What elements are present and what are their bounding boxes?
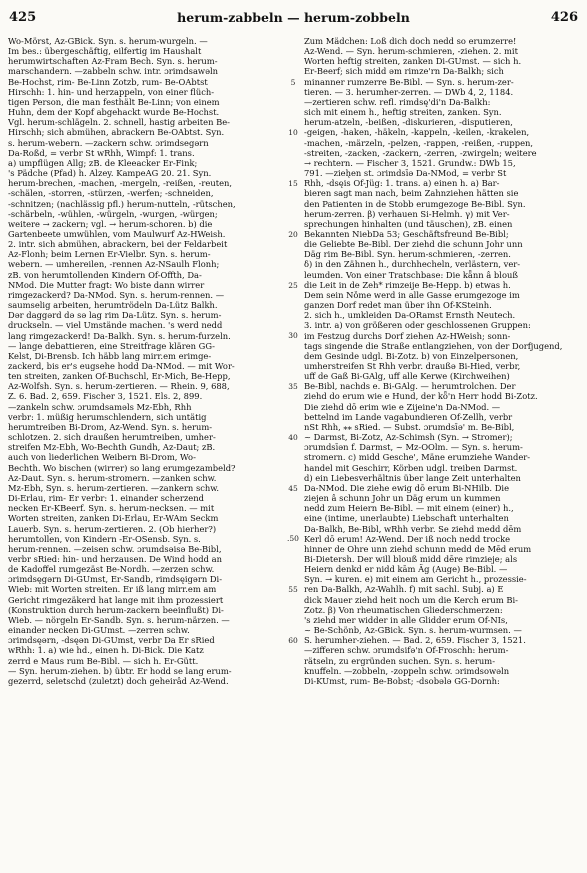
text-line: saumselig arbeiten, herumtrödeln Da-Lütz Balkh. [8, 300, 218, 311]
text-line: Huhn, dem der Kopf abgehackt wurde Be-Hochst. [8, 107, 220, 118]
text-line: einander necken Di-GUmst. —zerren schw. [8, 625, 190, 636]
text-line: → rechtern. — Fischer 3, 1521. Grundw.: DWb 15, [304, 157, 516, 168]
text-line: sprechungen hinhalten (und täuschen), zB. einen [304, 218, 513, 229]
text-line: ganzen Dorf redet man über ihn Of-KSteinh. [304, 300, 492, 311]
text-line: streifen Mz-Ebh, Wo-Bechth Gundh, Az-Daut; zB. [8, 442, 216, 453]
text-line: 2. sich h., umkleiden Da-ORamst Ernsth Neutech. [304, 310, 516, 321]
text-line: 791. —zieh̨en st. ɔrimdsīǝ Da-NMod, = verbr St [304, 168, 507, 179]
text-line: Gericht rimgezäkerd hat lange mit ihm prozessiert [8, 594, 224, 605]
text-line: Wieb. — nörgeln Er-Sandb. Syn. s. herum-närzen. — [8, 614, 230, 625]
text-line: gezerrd, seletschd (zuletzt) doch geheirâd Az-Wend. [8, 675, 229, 686]
text-line: auch von liederlichen Weibern Bi-Drom, Wo- [8, 452, 196, 463]
text-line: S. herumher-ziehen. — Bad. 2, 659. Fischer 3, 1521. [304, 635, 526, 646]
line-number: 35 [288, 382, 298, 392]
text-line: Dem sein Nǒme werd in alle Gasse erumgezoge im [304, 289, 520, 300]
text-line: Syn. → kuren. e) mit einem am Gericht h., prozessie- [304, 574, 527, 585]
text-line: ~ Darmst, Bi-Zotz, Az-Schimsh (Syn. → Stromer); [304, 432, 513, 443]
line-number: 30 [288, 331, 298, 341]
text-line: -schnitzen; (nachlässig pfl.) herum-nutteln, -rütschen, [8, 198, 236, 209]
text-line: Az-Wolfsh. Syn. s. herum-zertieren. — Rhein. 9, 688, [8, 381, 230, 392]
text-line: Vgl. herum-schlägeln. 2. schnell, hastig arbeiten Be- [8, 117, 230, 128]
text-line: marschandern. —zabbeln schw. intr. ɔrimdsawǝln [8, 66, 219, 77]
running-head-title: herum-zabbeln — herum-zobbeln [177, 10, 410, 25]
text-line: zerrd e Maus rum Be-Bibl. — sich h. Er-Gütt. [8, 655, 199, 666]
text-line: NMod. Die Mutter fragt: Wo biste dann wirrer [8, 279, 205, 290]
text-line: ziejen â schunn Johr un Däg erum un kummen [304, 493, 501, 504]
text-line: herum-brechen, -machen, -mergeln, -reißen, -reuten, [8, 178, 233, 189]
line-number: 5 [290, 77, 296, 87]
text-line: umherstreifen St Rhh verbr. draußǝ Bi-Hied, verbr, [304, 361, 521, 371]
text-line: —zertieren schw. refl. rimdsę'di'n Da-Balkh: [304, 96, 491, 107]
text-line: Zotz. β) Von rheumatischen Gliederschmerzen: [304, 604, 503, 615]
text-line: verbr: 1. müßig herumschlendern, sich untätig [8, 411, 207, 422]
text-line: Wo-Mörst, Az-GBick. Syn. s. herum-wurgeln. — [8, 36, 208, 46]
text-line: Hirschh; sich abmühen, abrackern Be-OAbtst. Syn. [8, 127, 225, 138]
text-line: δ) in den Zähnen h., durchhecheln, verlästern, ver- [304, 259, 521, 270]
text-line: tieren. — 3. herumher-zerren. — DWb 4, 2, 1184. [304, 86, 514, 97]
text-line: d) ein Liebesverhältnis über lange Zeit unterhalten [304, 472, 521, 483]
text-line: die Geliebte Be-Bibl. Der ziehd die schunn Johr unn [304, 239, 523, 250]
text-line: Hirschh: 1. hin- und herzappeln, von einer flüch- [8, 86, 215, 97]
text-line: Kerl dō erum! Az-Wend. Der iß noch nedd trocke [304, 533, 511, 544]
text-line: uff de Gaß Bi-GAlg, uff alle Kerwe (Kirchweihen) [304, 371, 510, 382]
text-line: — Syn. herum-ziehen. b) übtr. Er hodd se lang erum- [8, 665, 232, 676]
text-line: Zum Mädchen: Loß dich doch nedd so erumzerre! [304, 36, 517, 46]
text-line: —zankeln schw. ɔrumdsamǝls Mz-Ebh, Rhh [8, 401, 192, 412]
line-number: .50 [287, 534, 299, 544]
text-line: nedd zum Heiern Be-Bibl. — mit einem (einer) h., [304, 503, 514, 514]
text-line: Lauerb. Syn. s. herum-zertieren. 2. (Ob hierher?) [8, 523, 217, 534]
text-line: -streiten, -zacken, -zackern, -zerren, -zwirgeln; weitere [304, 147, 537, 158]
text-line: Wieb: mit Worten streiten. Er iß lang mirr.em am [8, 584, 217, 595]
text-line: ɔrumdsīǝn f. Darmst, ~ Mz-OOlm. — Syn. s. herum- [304, 442, 523, 453]
text-line: stromern. c) midd Gesche', Mäne erumziehe Wander- [304, 452, 531, 463]
text-line: leumden. Von einer Tratschbase: Die kǟnn â blouß [304, 269, 518, 280]
text-line: Im bes.: übergeschäftig, eilfertig im Haushalt [8, 46, 202, 57]
text-line: schlotzen. 2. sich draußen herumtreiben, umher- [8, 432, 216, 443]
text-line: Er-Beerf; sich midd ǝm rimze'rn Da-Balkh; sich [304, 66, 504, 77]
text-line: Bechth. Wo bischen (wirrer) so lang erumgezambeld? [8, 462, 236, 473]
text-line: tags singende die Straße entlangziehen, von der Dorfjugend, [304, 340, 563, 351]
line-number: 60 [288, 635, 298, 645]
text-line: rimgezackerd? Da-NMod. Syn. s. herum-rennen. — [8, 289, 225, 300]
line-number: 55 [288, 585, 298, 595]
text-line: -schärbeln, -wühlen, -würgeln, -wurgen, -würgen; [8, 208, 218, 219]
text-line: ɔrimdsęgǝrn Di-GUmst, Er-Sandb, rimdsęigǝrn Di- [8, 574, 223, 585]
line-number: 20 [288, 229, 298, 239]
text-line: Däg rim Be-Bibl. Syn. herum-schmieren, -zerren. [304, 249, 511, 260]
text-line: nSt Rhh, ⁎⁎ sRied. — Subst. ɔrumdsīǝ' m. Be-Bibl, [304, 421, 515, 432]
page-number-right: 426 [550, 10, 578, 25]
text-line: Da-Roßd, = verbr St wRhh, Wimpf: 1. trans. [8, 147, 195, 158]
text-line: Die ziehd dō erim wie e Zijeine'n Da-NMod. — [304, 401, 501, 412]
line-number: 25 [288, 280, 298, 290]
text-line: —zifferen schw. ɔrumdsifǝ'n Of-Froschh: herum- [304, 645, 509, 656]
left-column [8, 36, 282, 866]
text-line: 's ziehd mer widder in alle Glidder erum Of-NIs, [304, 614, 508, 625]
text-line: knuffeln. —zobbeln, -zoppeln schw. ɔrimdsowǝln [304, 665, 510, 676]
text-line: ren Da-Balkh, Az-Wahlh. f) mit sachl. Subj. a) E [304, 584, 504, 595]
text-line: -geigen, -haken, -häkeln, -kappeln, -keilen, -krakelen, [304, 127, 530, 138]
text-line: Bi-Dietersh. Der will blouß midd dēre rimzieje; als [304, 553, 518, 564]
text-line: bettelnd im Lande vagabundieren Of-Zellh, verbr [304, 411, 513, 422]
text-line: Di-Erlau, rim- Er verbr: 1. einander scherzend [8, 493, 204, 504]
text-line: zackerd, bis er's eugsehe hodd Da-NMod. — mit Wor- [8, 361, 235, 371]
text-line: -schälen, -storren, -stürzen, -werfen; -schneiden, [8, 188, 214, 199]
text-line: ziehd do erum wie e Hund, der kȫ'n Herr hodd Bi-Zotz. [304, 391, 538, 402]
text-line: dem Gesinde udgl. Bi-Zotz. b) von Einzelpersonen, [304, 350, 519, 361]
text-line: wRhh: 1. a) wie hd., einen h. Di-Bick. Die Katz [8, 645, 204, 656]
text-line: herum-atzeln, -beißen, -diskurieren, -disputieren, [304, 117, 513, 128]
text-line: druckseln. — viel Umstände machen. 's werd nedd [8, 320, 223, 331]
line-number: 40 [288, 432, 298, 442]
text-line: Da-NMod. Die ziehe ewig dō erum Bi-NHilb. Die [304, 482, 510, 493]
text-line: bieren sagt man nach, beim Zahnziehen hätten sie [304, 188, 519, 199]
text-line: Di-KUmst, rum- Be-Bobst; -dsobǝlǝ GG-Dornh: [304, 675, 500, 686]
text-line: lang rimgezackerd! Da-Balkh. Syn. s. herum-furzeln. [8, 330, 231, 341]
text-line: Az-Wend. — Syn. herum-schmieren, -ziehen. 2. mit [304, 46, 518, 57]
text-line: herumwirtschaften Az-Fram Bech. Syn. s. herum- [8, 56, 218, 67]
text-line: herumtreiben Bi-Drom, Az-Wend. Syn. s. herum- [8, 421, 213, 432]
text-line: Az-Daut. Syn. s. herum-stromern. —zanken schw. [8, 472, 217, 483]
text-line: Be-Bibl, nachds e. Bi-GAlg. — herumtrolchen. Der [304, 381, 516, 392]
text-line: Heiern denkd er nidd kām Äg (Auge) Be-Bibl. — [304, 564, 508, 575]
text-line: zB. von herumtollenden Kindern Of-Offth, Da- [8, 269, 202, 280]
text-line: minanner rumzerre Be-Bibl. — Syn. s. herum-zer- [304, 76, 514, 87]
text-line: Dǝr daggǝrd dǝ sǝ lag rim Da-Lütz. Syn. s. herum- [8, 310, 222, 321]
text-line: eine (intime, unerlaubte) Liebschaft unterhalten [304, 513, 509, 524]
text-line: tigen Person, die man festhält Be-Linn; von einem [8, 96, 220, 107]
text-line: verbr sRied: hin- und herzausen. De Wind hodd an [8, 553, 222, 564]
text-line: 3. intr. a) von größeren oder geschlossenen Gruppen: [304, 320, 531, 331]
text-line: de Kadoffel rumgezäst Be-Nordh. —zerzen schw. [8, 564, 215, 575]
text-line: Kelst, Di-Brensb. Ich häbb lang mirr.em erimge- [8, 350, 212, 361]
text-line: weitere → zackern; vgl. → herum-schoren. b) die [8, 218, 213, 229]
text-line: dick Mauer ziehd heit noch um die Kerch erum Bi- [304, 594, 518, 605]
text-line: — lange debattieren, eine Streitfrage klären GG- [8, 340, 215, 351]
text-line: 's Pädche (Pfad) h. Alzey. KampeAG 20. 21. Syn. [8, 168, 212, 179]
text-line: necken Er-KBeerf. Syn. s. herum-necksen. — mit [8, 503, 215, 514]
text-line: Mz-Ebh, Syn. s. herum-zertieren. —zankern schw. [8, 482, 220, 493]
text-line: herum-rennen. —zeisen schw. ɔrumdsǝisǝ Be-Bibl, [8, 543, 222, 554]
right-column [304, 36, 580, 866]
text-line: handel mit Geschirr, Körben udgl. treiben Darmst. [304, 462, 518, 473]
text-line: Worten heftig streiten, zanken Di-GUmst. — sich h. [304, 56, 522, 67]
text-line: Z. 6. Bad. 2, 659. Fischer 3, 1521. Els. 2, 899. [8, 391, 203, 402]
text-line: -machen, -märzeln, -pelzen, -rappen, -reißen, -ruppen, [304, 137, 534, 148]
line-number: 15 [288, 179, 298, 189]
text-line: Rhh, -dsęis Of-Jüg: 1. trans. a) einen h. a) Bar- [304, 178, 500, 189]
text-line: Az-Flonh; beim Lernen Er-Vielbr. Syn. s. herum- [8, 249, 211, 260]
text-line: die Leit in de Zeh* rimzeije Be-Hepp. b) etwas h. [304, 279, 511, 290]
text-line: Be-Hochst, rim- Be-Linn Zotzb, rum- Be-OAbtst [8, 76, 208, 87]
text-line: sich mit einem h., heftig streiten, zanken. Syn. [304, 107, 502, 118]
text-line: 2. intr. sich abmühen, abrackern, bei der Feldarbeit [8, 239, 228, 250]
text-line: (Konstruktion durch herum-zackern beeinflußt) Di- [8, 604, 224, 615]
text-line: herumtollen, von Kindern -Er-OSensb. Syn. s. [8, 533, 201, 544]
text-line: Worten streiten, zanken Di-Erlau, Er-WAm Seckm [8, 513, 219, 524]
text-line: Gartenbeete umwühlen, vom Maulwurf Az-HWeish. [8, 228, 226, 239]
running-header [0, 0, 587, 30]
page-number-left: 425 [9, 10, 37, 25]
text-line: Da-Balkh, Be-Bibl, wRhh verbr. Se ziehd medd dēm [304, 523, 522, 534]
text-line: ~ Be-Schönb, Az-GBick. Syn. s. herum-wurmsen. — [304, 625, 522, 636]
text-line: rätseln, zu ergründen suchen. Syn. s. herum- [304, 655, 496, 666]
text-line: herum-zerren. β) verhauen Si-Helmh. γ) mit Ver- [304, 208, 510, 219]
line-number: 45 [288, 483, 298, 493]
text-line: den Patienten in de Stobb erumgezoge Be-Bibl. Syn. [304, 198, 526, 209]
text-line: im Festzug durchs Dorf ziehen Az-HWeish; sonn- [304, 330, 511, 341]
line-number: 10 [288, 128, 298, 138]
text-line: hinner de Ohre unn ziehd schunn medd de Mēd erum [304, 543, 532, 554]
text-line: s. herum-webern. —zackern schw. ɔrimdsegǝrn [8, 137, 209, 148]
text-line: ɔrimdsęǝrn, -dsęǝn Di-GUmst, verbr Da Er sRied [8, 635, 215, 646]
text-line: ten streiten, zanken Of-Buchschl, Er-Mich, Be-Hepp, [8, 371, 231, 382]
text-line: a) umpflügen Allg; zB. de Kleeacker Er-Fink; [8, 157, 198, 168]
text-line: Bekannten NiebDa 53; Geschäftsfreund Be-Bibl; [304, 228, 509, 239]
text-line: webern. — umhereilen, -rennen Az-NSaulh Flonh; [8, 259, 220, 270]
